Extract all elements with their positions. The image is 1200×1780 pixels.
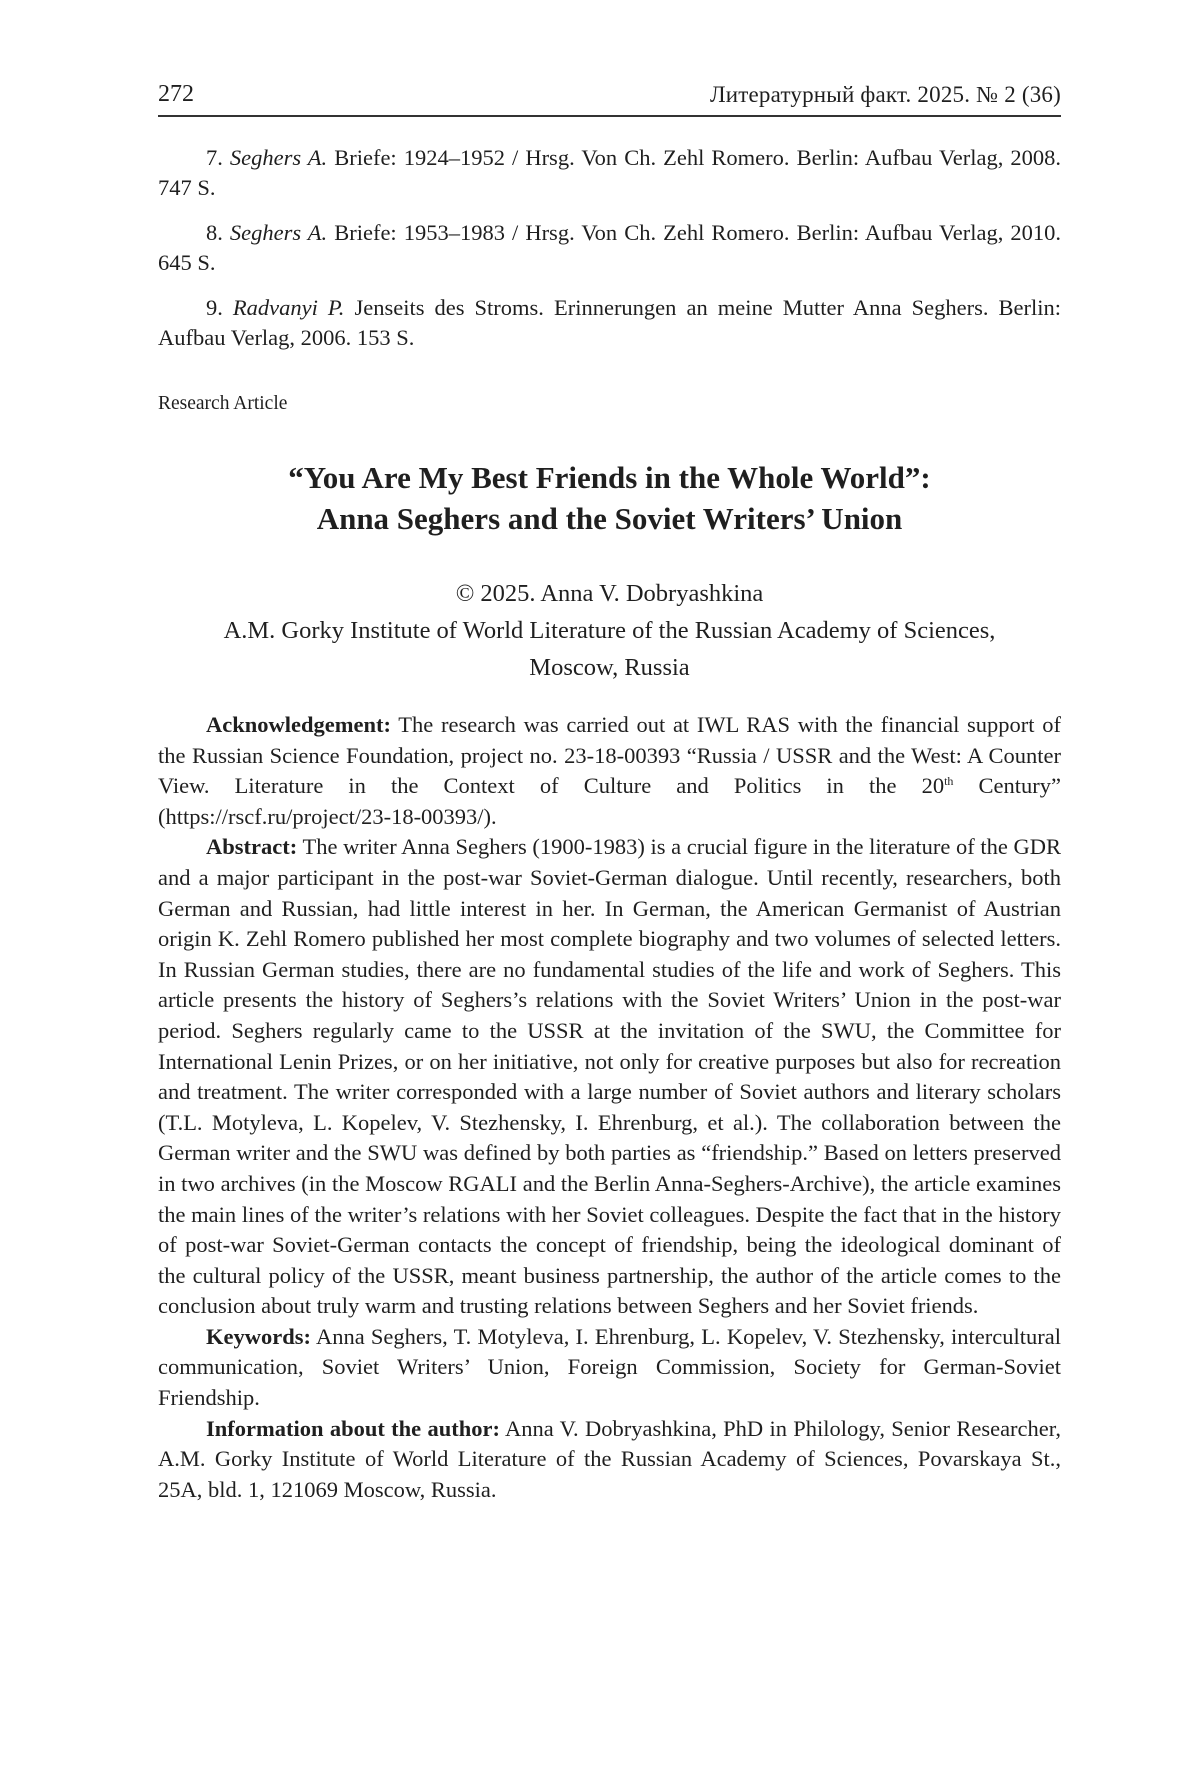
reference-number: 8.: [206, 220, 223, 245]
author-info-label: Information about the author:: [206, 1415, 500, 1441]
article-front-matter: [158, 710, 1061, 1505]
acknowledgement-label: Acknowledgement:: [206, 712, 391, 737]
article-title: [158, 457, 1061, 539]
reference-text: Briefe: 1953–1983 / Hrsg. Von Ch. Zehl Romero. Berlin: Aufbau Verlag, 2010. 645 S.: [158, 220, 1062, 275]
abstract-text: The writer Anna Seghers (1900-1983) is a crucial figure in the literature of the GDR and a major participant in the post-war Soviet-German dialogue. Until recently, researchers, both German and Russian, had little interest in her. In German, the American Germanist of Austrian origin K. Zehl Romero published her most complete biography and two volumes of selected letters. In Russian German studies, there are no fundamental studies of the life and work of Seghers. This article presents the history of Seghers’s relations with the Soviet Writers’ Union in the post-war period. Seghers regularly came to the USSR at the invitation of the SWU, the Committee for International Lenin Prizes, or on her initiative, not only for creative purposes but also for recreation and treatment. The writer corresponded with a large number of Soviet authors and literary scholars (T.L. Motyleva, L. Kopelev, V. Stezhensky, I. Ehrenburg, et al.). The collaboration between the German writer and the SWU was defined by both parties as “friendship.” Based on letters preserved in two archives (in the Moscow RGALI and the Berlin Anna-Seghers-Archive), the article examines the main lines of the writer’s relations with her Soviet colleagues. Despite the fact that in the history of post-war Soviet-German contacts the concept of friendship, being the ideological dominant of the cultural policy of the USSR, meant business partnership, the author of the article comes to the conclusion about truly warm and trusting relations between Seghers and her Soviet friends.: [158, 834, 1061, 1319]
reference-author: Radvanyi P.: [232, 295, 345, 320]
article-title-line-1: “You Are My Best Friends in the Whole World”:: [288, 460, 931, 495]
acknowledgement-paragraph: [158, 710, 1061, 832]
institution-line: A.M. Gorky Institute of World Literature of the Russian Academy of Sciences,: [223, 617, 996, 644]
reference-author: Seghers A.: [229, 220, 328, 245]
abstract-paragraph: [158, 832, 1061, 1322]
reference-number: 7.: [206, 145, 223, 170]
location-line: Moscow, Russia: [529, 654, 690, 681]
author-affiliation: [158, 575, 1061, 686]
article-type-label: Research Article: [158, 393, 288, 414]
reference-item: [158, 218, 1061, 278]
author-info-paragraph: [158, 1414, 1061, 1506]
page-number: 272: [158, 81, 194, 107]
reference-text: Jenseits des Stroms. Erinnerungen an meine Mutter Anna Seghers. Berlin: Aufbau Verlag, 2006. 153 S.: [158, 295, 1061, 350]
reference-item: [158, 143, 1061, 203]
article-title-line-2: Anna Seghers and the Soviet Writers’ Union: [316, 501, 903, 536]
running-header: [158, 82, 1061, 117]
ordinal-suffix: th: [944, 774, 954, 789]
keywords-paragraph: [158, 1322, 1061, 1414]
acknowledgement-text: The research was carried out at IWL RAS with the financial support of the Russian Science Foundation, project no. 23-18-00393 “Russia / USSR and the West: A Counter View. Literature in the Context of Culture and Politics in the 20: [158, 712, 1061, 799]
reference-list: [158, 143, 1061, 353]
copyright-line: © 2025. Anna V. Dobryashkina: [455, 580, 764, 607]
abstract-label: Abstract:: [206, 834, 298, 860]
keywords-text: Anna Seghers, T. Motyleva, I. Ehrenburg, L. Kopelev, V. Stezhensky, intercultural communication, Soviet Writers’ Union, Foreign Commission, Society for German-Soviet Friendship.: [158, 1323, 1061, 1411]
acknowledgement-text-end: Century” (https://rscf.ru/project/23-18-00393/).: [158, 773, 1061, 829]
keywords-label: Keywords:: [206, 1323, 311, 1349]
reference-item: [158, 293, 1061, 353]
reference-author: Seghers A.: [229, 145, 328, 170]
reference-number: 9.: [206, 295, 223, 320]
journal-page: [158, 82, 1061, 1505]
reference-text: Briefe: 1924–1952 / Hrsg. Von Ch. Zehl Romero. Berlin: Aufbau Verlag, 2008. 747 S.: [158, 145, 1062, 200]
journal-title: Литературный факт. 2025. № 2 (36): [709, 82, 1061, 107]
author-info-text: Anna V. Dobryashkina, PhD in Philology, Senior Researcher, A.M. Gorky Institute of World Literature of the Russian Academy of Sciences, Povarskaya St., 25A, bld. 1, 121069 Moscow, Russia.: [158, 1415, 1061, 1502]
